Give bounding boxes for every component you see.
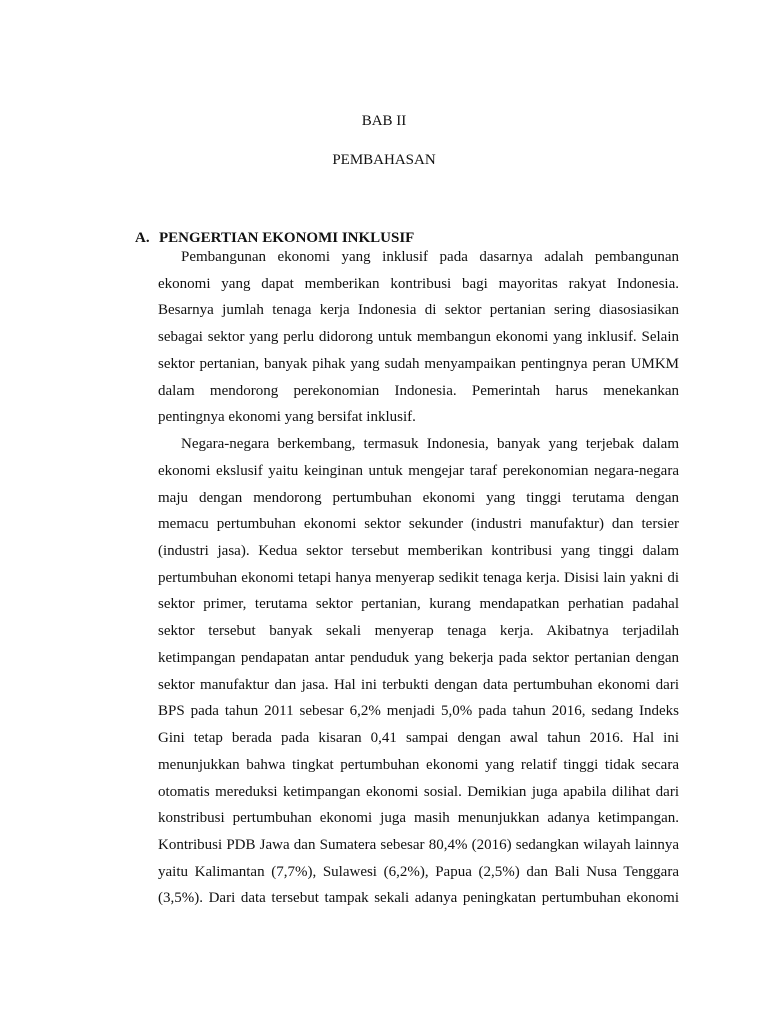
paragraph-line: sektor primer, terutama sektor pertanian, kurang mendapatkan perhatian padahal: [158, 596, 679, 612]
chapter-number: BAB II: [361, 113, 407, 129]
paragraph-line: sektor pertanian, banyak pihak yang sudah menyampaikan pentingnya peran UMKM: [158, 356, 679, 372]
paragraph-line: (industri jasa). Kedua sektor tersebut memberikan kontribusi yang tinggi dalam: [158, 543, 679, 559]
paragraph-line: (3,5%). Dari data tersebut tampak sekali adanya peningkatan pertumbuhan ekonomi: [158, 890, 679, 906]
paragraph-line: Pembangunan ekonomi yang inklusif pada dasarnya adalah pembangunan: [181, 249, 679, 265]
paragraph-line: memacu pertumbuhan ekonomi sektor sekunder (industri manufaktur) dan tersier: [158, 516, 679, 532]
paragraph-line: menunjukkan bahwa tingkat pertumbuhan ekonomi yang relatif tinggi tidak secara: [158, 757, 679, 773]
paragraph-line: BPS pada tahun 2011 sebesar 6,2% menjadi 5,0% pada tahun 2016, sedang Indeks: [158, 703, 679, 719]
paragraph-line: pentingnya ekonomi yang bersifat inklusif.: [158, 409, 416, 425]
paragraph-line: ekonomi yang dapat memberikan kontribusi bagi mayoritas rakyat Indonesia.: [158, 276, 679, 292]
paragraph-line: Negara-negara berkembang, termasuk Indonesia, banyak yang terjebak dalam: [181, 436, 679, 452]
paragraph-line: otomatis mereduksi ketimpangan ekonomi sosial. Demikian juga apabila dilihat dari: [158, 784, 679, 800]
paragraph-line: sektor manufaktur dan jasa. Hal ini terbukti dengan data pertumbuhan ekonomi dari: [158, 677, 679, 693]
paragraph-line: maju dengan mendorong pertumbuhan ekonomi yang tinggi terutama dengan: [158, 490, 679, 506]
paragraph-line: yaitu Kalimantan (7,7%), Sulawesi (6,2%), Papua (2,5%) dan Bali Nusa Tenggara: [158, 864, 679, 880]
paragraph-line: sektor tersebut banyak sekali menyerap tenaga kerja. Akibatnya terjadilah: [158, 623, 679, 639]
section-heading: [135, 229, 414, 247]
section-title: PENGERTIAN EKONOMI INKLUSIF: [159, 230, 415, 246]
paragraph-line: sebagai sektor yang perlu didorong untuk membangun ekonomi yang inklusif. Selain: [158, 329, 679, 345]
paragraph-line: Besarnya jumlah tenaga kerja Indonesia di sektor pertanian sering diasosiasikan: [158, 302, 679, 318]
paragraph-line: pertumbuhan ekonomi tetapi hanya menyerap sedikit tenaga kerja. Disisi lain yakni di: [158, 570, 679, 586]
paragraph-line: ketimpangan pendapatan antar penduduk yang bekerja pada sektor pertanian dengan: [158, 650, 679, 666]
paragraph-line: konstribusi pertumbuhan ekonomi juga masih menunjukkan adanya ketimpangan.: [158, 810, 679, 826]
section-letter: A.: [135, 230, 150, 246]
chapter-title: PEMBAHASAN: [332, 152, 436, 168]
paragraph-line: Kontribusi PDB Jawa dan Sumatera sebesar 80,4% (2016) sedangkan wilayah lainnya: [158, 837, 679, 853]
paragraph-line: Gini tetap berada pada kisaran 0,41 sampai dengan awal tahun 2016. Hal ini: [158, 730, 679, 746]
paragraph-line: ekonomi ekslusif yaitu keinginan untuk mengejar taraf perekonomian negara-negara: [158, 463, 679, 479]
paragraph-line: dalam mendorong perekonomian Indonesia. Pemerintah harus menekankan: [158, 383, 679, 399]
